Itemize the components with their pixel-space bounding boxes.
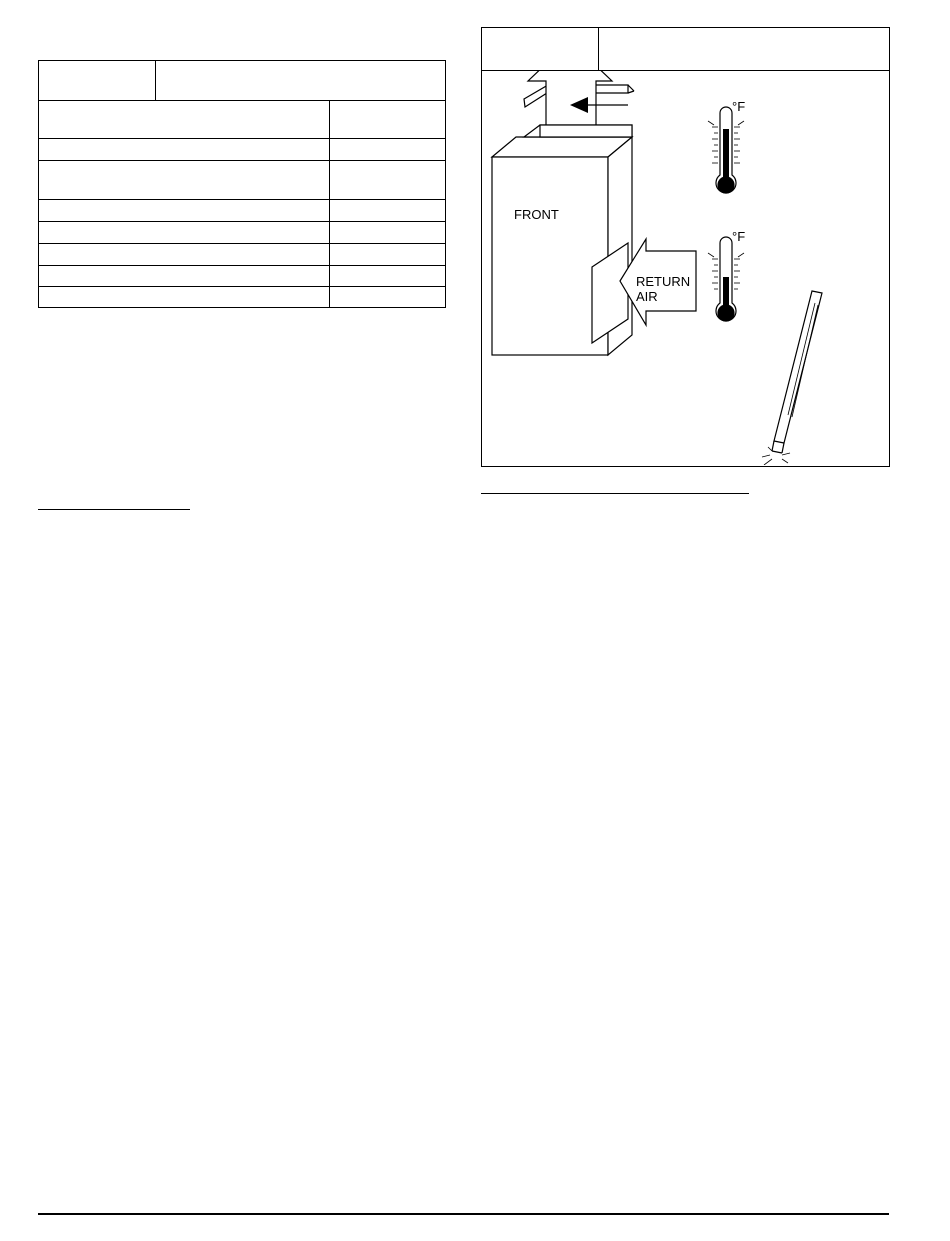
- thermometer-bottom-unit-label: °F: [732, 229, 746, 244]
- page-footer-rule: [38, 1213, 889, 1215]
- front-label: FRONT: [514, 207, 559, 222]
- table-row: [39, 200, 445, 222]
- table-header-row: [39, 61, 445, 101]
- thermometer-bottom-icon: [708, 237, 744, 321]
- figure-header: [482, 28, 889, 71]
- section-rule-right: [481, 493, 749, 494]
- data-table: [38, 60, 446, 308]
- table-row: [39, 161, 445, 200]
- table-row: [39, 139, 445, 161]
- return-air-label-line2: AIR: [636, 289, 658, 304]
- section-rule-left: [38, 509, 190, 510]
- table-row: [39, 244, 445, 266]
- figure-header-divider: [598, 28, 599, 70]
- table-row: [39, 222, 445, 244]
- thermometer-top-icon: [708, 107, 744, 193]
- table-row: [39, 266, 445, 287]
- furnace-diagram: [482, 71, 888, 465]
- table-column-divider: [329, 101, 330, 307]
- table-row: [39, 101, 445, 139]
- thermometer-top-unit-label: °F: [732, 99, 746, 114]
- temperature-figure: [481, 27, 890, 467]
- supply-air-arrow-icon: [528, 71, 612, 131]
- probe-thermometer-icon: [762, 291, 822, 465]
- return-air-label-line1: RETURN: [636, 274, 691, 289]
